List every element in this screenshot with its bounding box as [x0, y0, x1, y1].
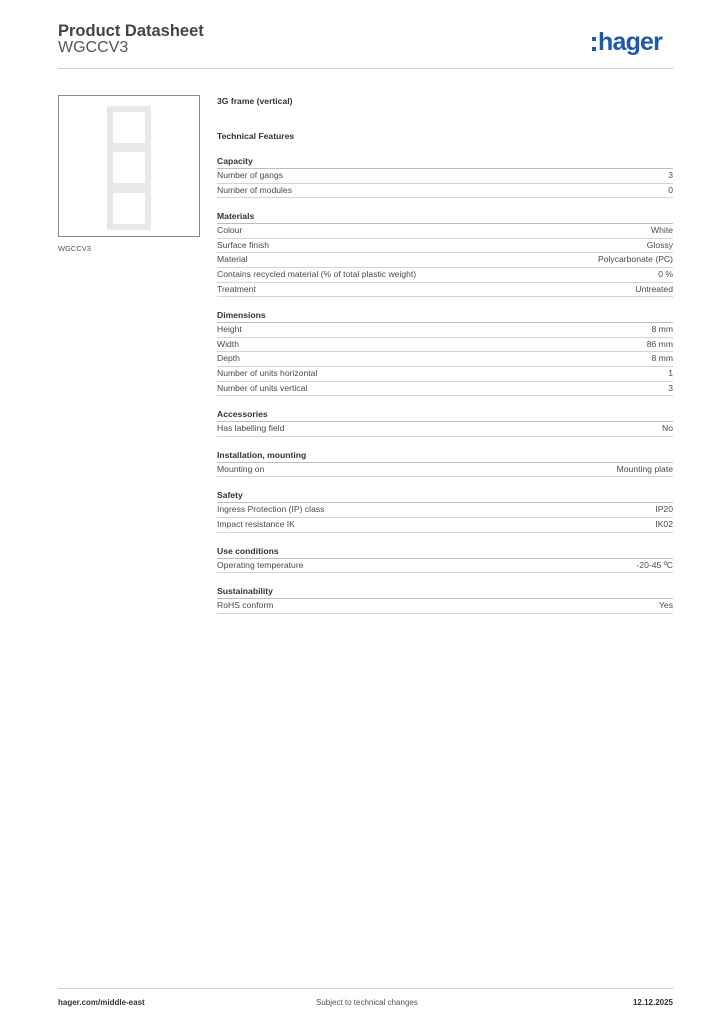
footer-date: 12.12.2025: [632, 998, 673, 1007]
spec-section: [217, 449, 673, 478]
spec-value: 8 mm: [651, 353, 673, 364]
spec-label: Has labelling field: [217, 423, 285, 434]
product-name: 3G frame (vertical): [217, 96, 293, 106]
spec-label: Operating temperature: [217, 559, 304, 570]
spec-row: [217, 503, 673, 518]
spec-section: [217, 309, 673, 396]
section-title: Accessories: [217, 408, 673, 422]
footer-notice: Subject to technical changes: [316, 998, 418, 1007]
spec-section: [217, 408, 673, 437]
spec-label: Surface finish: [217, 239, 270, 250]
spec-label: Colour: [217, 225, 243, 236]
spec-section: [217, 489, 673, 532]
product-image: [58, 95, 200, 237]
hager-logo: [592, 28, 662, 56]
spec-value: 86 mm: [646, 338, 673, 349]
spec-value: 8 mm: [651, 324, 673, 335]
spec-value: 1: [668, 367, 673, 378]
spec-label: RoHS conform: [217, 600, 274, 611]
spec-row: [217, 169, 673, 184]
spec-label: Number of units vertical: [217, 382, 308, 393]
spec-row: [217, 338, 673, 353]
spec-label: Mounting on: [217, 463, 265, 474]
spec-row: [217, 382, 673, 397]
spec-value: IP20: [655, 504, 673, 515]
spec-label: Treatment: [217, 283, 256, 294]
footer-website: hager.com/middle-east: [58, 998, 145, 1007]
spec-value: Mounting plate: [616, 463, 673, 474]
section-title: Dimensions: [217, 309, 673, 323]
spec-label: Number of modules: [217, 184, 292, 195]
section-title: Installation, mounting: [217, 449, 673, 463]
spec-label: Contains recycled material (% of total plastic weight): [217, 268, 417, 279]
document-title: Product Datasheet: [58, 22, 204, 40]
spec-row: [217, 253, 673, 268]
spec-section: [217, 545, 673, 574]
spec-section: [217, 585, 673, 614]
spec-value: Yes: [658, 600, 673, 611]
spec-label: Material: [217, 254, 248, 265]
spec-row: [217, 599, 673, 614]
header-divider: [58, 68, 673, 69]
spec-label: Ingress Protection (IP) class: [217, 504, 325, 515]
features-heading: Technical Features: [217, 131, 295, 141]
spec-row: [217, 268, 673, 283]
spec-row: [217, 463, 673, 478]
spec-label: Number of units horizontal: [217, 367, 318, 378]
spec-row: [217, 323, 673, 338]
spec-label: Impact resistance IK: [217, 518, 295, 529]
spec-row: [217, 184, 673, 199]
spec-value: IK02: [655, 518, 673, 529]
spec-row: [217, 239, 673, 254]
spec-value: Untreated: [635, 283, 673, 294]
frame-icon: [107, 106, 151, 230]
spec-label: Height: [217, 324, 242, 335]
spec-label: Depth: [217, 353, 240, 364]
spec-value: 3: [668, 170, 673, 180]
image-caption: WGCCV3: [58, 244, 91, 253]
spec-row: [217, 367, 673, 382]
section-title: Use conditions: [217, 545, 673, 559]
spec-label: Number of gangs: [217, 170, 283, 180]
spec-row: [217, 422, 673, 437]
section-title: Safety: [217, 489, 673, 503]
spec-value: 0 %: [658, 268, 673, 279]
spec-value: -20-45 ºC: [636, 559, 673, 570]
spec-row: [217, 352, 673, 367]
spec-sections: [217, 155, 673, 614]
spec-label: Width: [217, 338, 239, 349]
spec-section: [217, 210, 673, 297]
spec-value: Glossy: [646, 239, 673, 250]
product-code: WGCCV3: [58, 39, 129, 56]
spec-content: [217, 95, 673, 614]
footer-divider: [58, 988, 673, 989]
spec-value: No: [662, 423, 673, 434]
spec-value: White: [651, 225, 673, 236]
section-title: Capacity: [217, 155, 673, 169]
spec-value: 3: [668, 382, 673, 393]
spec-value: Polycarbonate (PC): [598, 254, 673, 265]
spec-row: [217, 518, 673, 533]
spec-section: [217, 155, 673, 198]
section-title: Materials: [217, 210, 673, 224]
logo-dots-icon: [592, 37, 596, 51]
spec-row: [217, 224, 673, 239]
spec-row: [217, 559, 673, 574]
logo-text: hager: [598, 28, 663, 56]
spec-value: 0: [668, 184, 673, 195]
spec-row: [217, 283, 673, 298]
section-title: Sustainability: [217, 585, 673, 599]
